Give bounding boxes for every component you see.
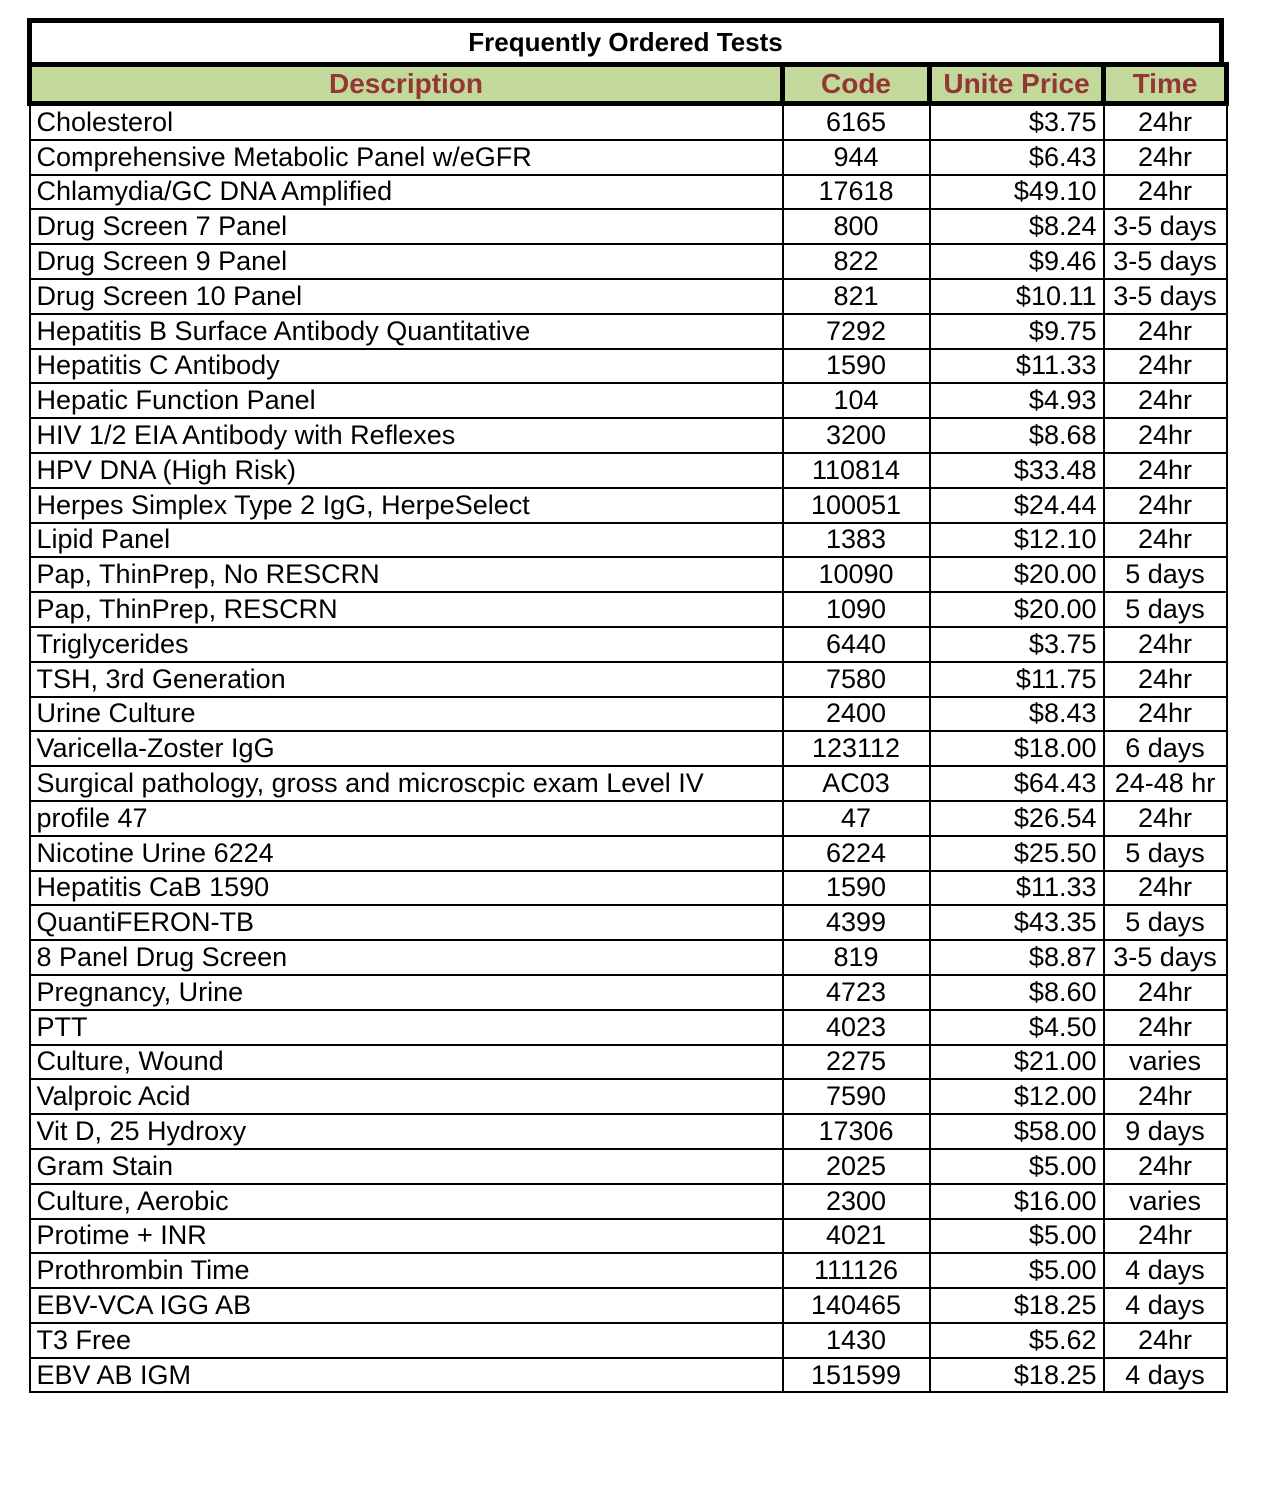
cell-code: 4399 [783,905,930,940]
table-row [30,279,1227,314]
cell-time: 5 days [1104,557,1227,592]
cell-time: 4 days [1104,1288,1227,1323]
cell-description: Surgical pathology, gross and microscpic exam Level IV [30,766,783,801]
table-row [30,905,1227,940]
cell-price: $18.25 [930,1288,1104,1323]
cell-time: 24hr [1104,140,1227,175]
cell-price: $3.75 [930,627,1104,662]
cell-description: Hepatitis CaB 1590 [30,871,783,906]
cell-time: 24hr [1104,801,1227,836]
cell-time: 24hr [1104,1323,1227,1358]
cell-description: HPV DNA (High Risk) [30,453,783,488]
column-header-description: Description [30,65,783,104]
table-row [30,697,1227,732]
cell-price: $8.24 [930,209,1104,244]
cell-price: $20.00 [930,592,1104,627]
cell-description: Hepatitis C Antibody [30,349,783,384]
cell-time: 24hr [1104,697,1227,732]
cell-description: Vit D, 25 Hydroxy [30,1114,783,1149]
cell-price: $8.87 [930,940,1104,975]
cell-code: 17618 [783,175,930,210]
cell-time: 24hr [1104,383,1227,418]
table-row [30,209,1227,244]
cell-description: 8 Panel Drug Screen [30,940,783,975]
cell-description: T3 Free [30,1323,783,1358]
table-row [30,140,1227,175]
table-row [30,523,1227,558]
cell-time: 24hr [1104,662,1227,697]
cell-code: 4723 [783,975,930,1010]
cell-description: Pregnancy, Urine [30,975,783,1010]
cell-code: 111126 [783,1253,930,1288]
table-row [30,766,1227,801]
cell-description: Lipid Panel [30,523,783,558]
column-header-time: Time [1104,65,1227,104]
cell-description: Pap, ThinPrep, RESCRN [30,592,783,627]
cell-code: 1430 [783,1323,930,1358]
cell-code: 1383 [783,523,930,558]
cell-description: Hepatic Function Panel [30,383,783,418]
cell-price: $8.68 [930,418,1104,453]
cell-price: $10.11 [930,279,1104,314]
cell-price: $5.00 [930,1149,1104,1184]
table-row [30,871,1227,906]
column-header-code: Code [783,65,930,104]
cell-time: 6 days [1104,731,1227,766]
cell-price: $5.00 [930,1219,1104,1254]
table-row [30,418,1227,453]
cell-price: $12.00 [930,1079,1104,1114]
cell-time: 24hr [1104,349,1227,384]
cell-description: profile 47 [30,801,783,836]
cell-time: varies [1104,1184,1227,1219]
cell-description: Nicotine Urine 6224 [30,836,783,871]
cell-price: $8.43 [930,697,1104,732]
table-row [30,940,1227,975]
cell-code: 822 [783,244,930,279]
cell-code: 2300 [783,1184,930,1219]
cell-price: $11.33 [930,871,1104,906]
table-row [30,349,1227,384]
table-row [30,314,1227,349]
cell-code: 6440 [783,627,930,662]
cell-code: 4023 [783,1010,930,1045]
cell-price: $64.43 [930,766,1104,801]
cell-price: $4.50 [930,1010,1104,1045]
cell-description: Prothrombin Time [30,1253,783,1288]
cell-price: $43.35 [930,905,1104,940]
cell-code: 151599 [783,1358,930,1393]
table-row [30,175,1227,210]
table-row [30,1358,1227,1393]
header-row [30,65,1227,104]
cell-time: 4 days [1104,1358,1227,1393]
cell-price: $9.46 [930,244,1104,279]
cell-code: 7590 [783,1079,930,1114]
table-row [30,1045,1227,1080]
cell-time: varies [1104,1045,1227,1080]
table-row [30,836,1227,871]
cell-price: $18.25 [930,1358,1104,1393]
cell-time: 3-5 days [1104,244,1227,279]
cell-description: Urine Culture [30,697,783,732]
cell-code: 1590 [783,871,930,906]
cell-price: $8.60 [930,975,1104,1010]
table-row [30,801,1227,836]
cell-description: Culture, Aerobic [30,1184,783,1219]
table-row [30,662,1227,697]
cell-price: $9.75 [930,314,1104,349]
cell-time: 3-5 days [1104,209,1227,244]
cell-code: 47 [783,801,930,836]
cell-time: 24hr [1104,871,1227,906]
cell-price: $4.93 [930,383,1104,418]
cell-price: $21.00 [930,1045,1104,1080]
cell-description: QuantiFERON-TB [30,905,783,940]
cell-time: 5 days [1104,592,1227,627]
cell-time: 24hr [1104,1219,1227,1254]
cell-description: Herpes Simplex Type 2 IgG, HerpeSelect [30,488,783,523]
cell-code: 17306 [783,1114,930,1149]
cell-code: 944 [783,140,930,175]
cell-code: 2275 [783,1045,930,1080]
cell-code: 819 [783,940,930,975]
cell-price: $16.00 [930,1184,1104,1219]
tests-sheet [27,18,1224,1393]
table-row [30,244,1227,279]
cell-description: Chlamydia/GC DNA Amplified [30,175,783,210]
cell-price: $49.10 [930,175,1104,210]
cell-code: 3200 [783,418,930,453]
cell-price: $6.43 [930,140,1104,175]
cell-code: 100051 [783,488,930,523]
cell-time: 5 days [1104,836,1227,871]
table-row [30,627,1227,662]
cell-time: 24hr [1104,523,1227,558]
table-row [30,975,1227,1010]
cell-time: 24hr [1104,1149,1227,1184]
cell-price: $25.50 [930,836,1104,871]
table-row [30,731,1227,766]
cell-code: 110814 [783,453,930,488]
cell-time: 24hr [1104,104,1227,140]
cell-time: 3-5 days [1104,940,1227,975]
cell-code: 6224 [783,836,930,871]
cell-description: Pap, ThinPrep, No RESCRN [30,557,783,592]
cell-code: 104 [783,383,930,418]
table-row [30,1149,1227,1184]
cell-description: TSH, 3rd Generation [30,662,783,697]
sheet-title: Frequently Ordered Tests [27,18,1224,62]
cell-price: $11.75 [930,662,1104,697]
table-row [30,592,1227,627]
table-row [30,453,1227,488]
cell-description: PTT [30,1010,783,1045]
cell-description: Culture, Wound [30,1045,783,1080]
cell-time: 3-5 days [1104,279,1227,314]
table-row [30,557,1227,592]
cell-time: 24hr [1104,627,1227,662]
cell-price: $18.00 [930,731,1104,766]
table-row [30,1253,1227,1288]
cell-time: 24hr [1104,175,1227,210]
cell-code: 7292 [783,314,930,349]
cell-code: 140465 [783,1288,930,1323]
cell-code: 123112 [783,731,930,766]
cell-description: Comprehensive Metabolic Panel w/eGFR [30,140,783,175]
cell-time: 5 days [1104,905,1227,940]
cell-description: Protime + INR [30,1219,783,1254]
cell-time: 24hr [1104,488,1227,523]
cell-code: 10090 [783,557,930,592]
cell-code: 2400 [783,697,930,732]
cell-code: AC03 [783,766,930,801]
table-row [30,1288,1227,1323]
table-row [30,488,1227,523]
cell-price: $24.44 [930,488,1104,523]
cell-description: Varicella-Zoster IgG [30,731,783,766]
cell-time: 24hr [1104,453,1227,488]
cell-description: EBV-VCA IGG AB [30,1288,783,1323]
cell-price: $12.10 [930,523,1104,558]
cell-time: 24hr [1104,418,1227,453]
cell-price: $33.48 [930,453,1104,488]
cell-time: 24hr [1104,975,1227,1010]
cell-description: Valproic Acid [30,1079,783,1114]
cell-code: 800 [783,209,930,244]
cell-code: 7580 [783,662,930,697]
cell-description: Drug Screen 7 Panel [30,209,783,244]
cell-price: $3.75 [930,104,1104,140]
cell-time: 24hr [1104,1010,1227,1045]
cell-time: 24hr [1104,1079,1227,1114]
cell-description: Drug Screen 10 Panel [30,279,783,314]
cell-price: $5.62 [930,1323,1104,1358]
cell-time: 9 days [1104,1114,1227,1149]
cell-time: 4 days [1104,1253,1227,1288]
cell-price: $11.33 [930,349,1104,384]
tests-table [27,62,1229,1393]
cell-description: Gram Stain [30,1149,783,1184]
table-row [30,1079,1227,1114]
cell-description: Drug Screen 9 Panel [30,244,783,279]
cell-description: Cholesterol [30,104,783,140]
cell-description: Hepatitis B Surface Antibody Quantitative [30,314,783,349]
table-row [30,1323,1227,1358]
cell-code: 821 [783,279,930,314]
table-row [30,1184,1227,1219]
cell-code: 6165 [783,104,930,140]
cell-description: EBV AB IGM [30,1358,783,1393]
cell-price: $26.54 [930,801,1104,836]
cell-price: $20.00 [930,557,1104,592]
cell-code: 1090 [783,592,930,627]
cell-time: 24-48 hr [1104,766,1227,801]
column-header-price: Unite Price [930,65,1104,104]
table-row [30,1219,1227,1254]
table-row [30,1114,1227,1149]
cell-price: $5.00 [930,1253,1104,1288]
table-row [30,383,1227,418]
table-row [30,104,1227,140]
cell-time: 24hr [1104,314,1227,349]
cell-code: 4021 [783,1219,930,1254]
cell-description: Triglycerides [30,627,783,662]
cell-code: 1590 [783,349,930,384]
cell-description: HIV 1/2 EIA Antibody with Reflexes [30,418,783,453]
cell-code: 2025 [783,1149,930,1184]
table-row [30,1010,1227,1045]
cell-price: $58.00 [930,1114,1104,1149]
